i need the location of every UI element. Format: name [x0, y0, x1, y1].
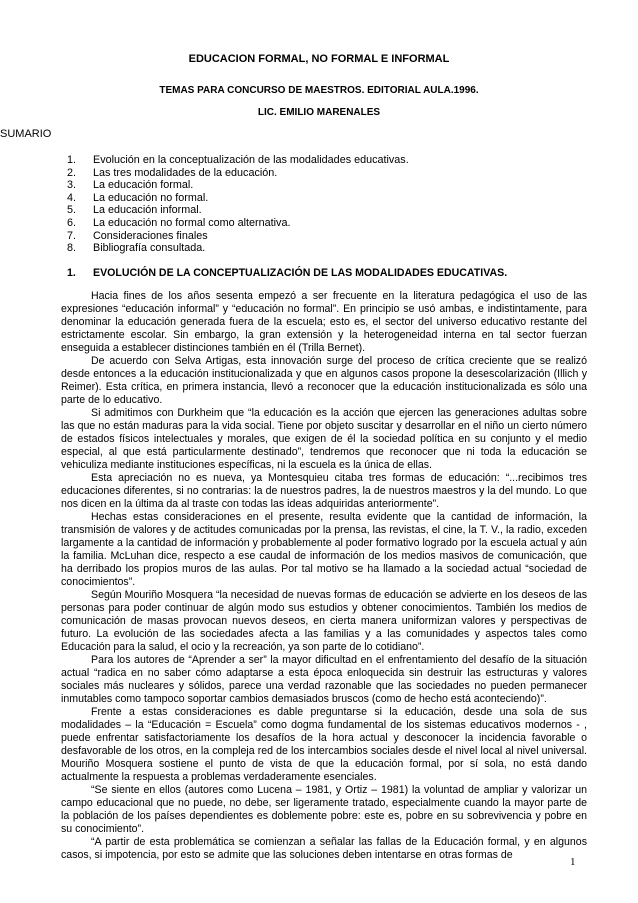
toc-item-text: Las tres modalidades de la educación.: [93, 166, 278, 179]
toc-item-number: 5.: [67, 204, 77, 217]
paragraph: Esta apreciación no es nueva, ya Montesquieu citaba tres formas de educación: “...recibimos tres educaciones diferentes, si no contrarias: la de nuestros padres, la de nuestros maestros y la del mundo. Lo que nos dicen en la última da al traste con todas las ideas adquiridas anteriormente”.: [61, 472, 587, 510]
toc-item: [67, 179, 607, 192]
toc-item-number: 4.: [67, 191, 77, 204]
toc-item-number: 2.: [67, 166, 77, 179]
toc-item: [67, 217, 607, 230]
toc-item: [67, 192, 607, 205]
document-title: EDUCACION FORMAL, NO FORMAL E INFORMAL: [188, 53, 450, 65]
document-subtitle: TEMAS PARA CONCURSO DE MAESTROS. EDITORIAL AULA.1996.: [159, 85, 479, 96]
paragraph: Hacia fines de los años sesenta empezó a ser frecuente en la literatura pedagógica el uso de las expresiones “educación informal” y “educación no formal”. En principio se usó ambas, e indistintamente, para denominar la educación generada fuera de la escuela; esto es, el sector del universo educativo restante del estrictamente escolar. Sin embargo, la gran extensión y la heterogeneidad interna en tal sector fuerzan enseguida a establecer distinciones también en él (Trilla Bernet).: [61, 290, 587, 354]
toc-item-text: La educación formal.: [93, 179, 194, 192]
table-of-contents: [67, 154, 607, 255]
toc-item: [67, 204, 607, 217]
toc-item: [67, 154, 607, 167]
paragraph: Para los autores de “Aprender a ser” la mayor dificultad en el enfrentamiento del desafío de la situación actual “radica en no saber cómo adaptarse a esta época enloquecida sin destruir las estructuras y valores sociales más nucleares y sólidos, parece una verdad razonable que las sociedades no pueden permanecer inmutables como tampoco soportar cambios demasiados bruscos (como de hecho está aconteciendo)”.: [61, 654, 587, 705]
paragraph: Frente a estas consideraciones es dable preguntarse si la educación, desde una sola de sus modalidades – la “Educación = Escuela” como dogma fundamental de los sistemas educativos modernos - , puede enfrentar satisfactoriamente los desafíos de la hora actual y desconocer la incidencia favorable o desfavorable de los otros, en la compleja red de los intercambios sociales desde el nivel local al nivel universal. Mouriño Mosquera sostiene el punto de vista de que la educación formal, por sí sola, no está dando actualmente la respuesta a problemas verdaderamente esenciales.: [61, 706, 587, 783]
section-heading: [67, 267, 627, 280]
paragraph: Si admitimos con Durkheim que “la educación es la acción que ejercen las generaciones adultas sobre las que no están maduras para la vida social. Tiene por objeto suscitar y desarrollar en el niño un cierto número de estados físicos intelectuales y morales, que exigen de él la sociedad política en su conjunto y el medio especial, al que está particularmente destinado”, tendremos que reconocer que ni toda la educación se vehiculiza mediante instituciones específicas, ni la escuela es la única de ellas.: [61, 407, 587, 471]
toc-item-text: Consideraciones finales: [93, 229, 208, 242]
toc-item-number: 1.: [67, 154, 77, 166]
toc-item: [67, 242, 607, 255]
toc-item-text: La educación no formal.: [93, 191, 209, 204]
paragraph: Hechas estas consideraciones en el presente, resulta evidente que la cantidad de información, la transmisión de valores y de actitudes comunicadas por la prensa, las revistas, el cine, la T. V., la radio, exceden largamente a la cantidad de información y probablemente al poder formativo logrado por la escuela actual y aún la familia. McLuhan dice, respecto a ese caudal de información de los medios masivos de comunicación, que ha derribado los propios muros de las aulas. Por tal motivo se ha llamado a la sociedad actual “sociedad de conocimientos”.: [61, 511, 587, 588]
summary-heading: SUMARIO: [0, 128, 52, 140]
section-body: [61, 290, 587, 862]
paragraph: “Se siente en ellos (autores como Lucena – 1981, y Ortiz – 1981) la voluntad de ampliar y valorizar un campo educacional que no puede, no debe, ser ligeramente tratado, especialmente cuando la mayor parte de la población de los países dependientes es doblemente pobre: este es, pobre en su sobrevivencia y pobre en su conocimiento”.: [61, 784, 587, 835]
toc-item-text: La educación no formal como alternativa.: [93, 216, 291, 229]
section-title: EVOLUCIÓN DE LA CONCEPTUALIZACIÓN DE LAS MODALIDADES EDUCATIVAS.: [93, 267, 508, 279]
toc-item: [67, 230, 607, 243]
toc-item-text: La educación informal.: [93, 204, 202, 217]
page-number: 1: [570, 856, 576, 868]
toc-item: [67, 167, 607, 180]
toc-item-number: 3.: [67, 179, 77, 192]
toc-item-text: Evolución en la conceptualización de las modalidades educativas.: [93, 154, 409, 166]
toc-item-number: 7.: [67, 229, 77, 242]
paragraph: Según Mouriño Mosquera “la necesidad de nuevas formas de educación se advierte en los deseos de las personas para poder continuar de algún modo sus estudios y obtener conocimientos. También los medios de comunicación de masas provocan nuevos deseos, en cierta manera uniformizan valores y perspectivas de futuro. La evolución de las sociedades afecta a las familias y a las comunidades y aspectos tales como Educación para la salud, el ocio y la recreación, ya son parte de lo cotidiano”.: [61, 589, 587, 653]
document-author: LIC. EMILIO MARENALES: [257, 107, 381, 118]
toc-item-number: 8.: [67, 242, 77, 255]
toc-item-text: Bibliografía consultada.: [93, 242, 206, 255]
toc-item-number: 6.: [67, 216, 77, 229]
paragraph: De acuerdo con Selva Artigas, esta innovación surge del proceso de crítica creciente que se realizó desde entonces a la educación institucionalizada y que en algunos casos propone la desescolarización (Illich y Reimer). Esta crítica, en primera instancia, llevó a reconocer que la educación institucionalizada es sólo una parte de lo educativo.: [61, 355, 587, 406]
paragraph: “A partir de esta problemática se comienzan a señalar las fallas de la Educación formal, y en algunos casos, si impotencia, por esto se admite que las soluciones deben intentarse en otras formas de: [61, 836, 587, 861]
section-number: 1.: [67, 267, 76, 279]
